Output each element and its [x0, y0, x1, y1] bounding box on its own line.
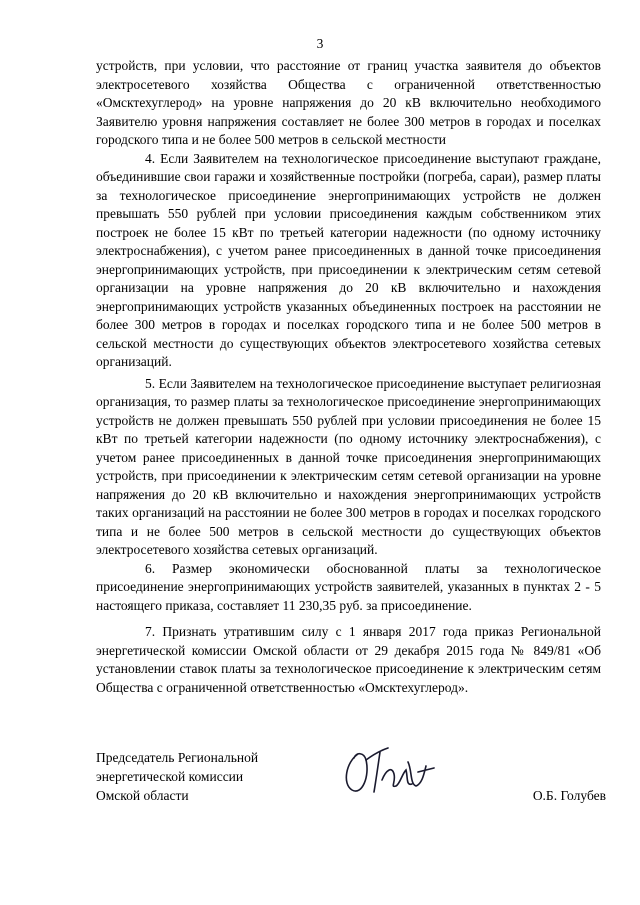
- signer-title-line: энергетической комиссии: [96, 769, 244, 784]
- document-body: [96, 57, 601, 697]
- paragraph-item-6: 6. Размер экономически обоснованной платы за технологическое присоединение энергопринимающих устройств заявителей, указанных в пунктах 2 - 5 настоящего приказа, составляет 11 230,35 руб. за присоединение.: [96, 560, 601, 613]
- paragraph-item-7: 7. Признать утратившим силу с 1 января 2017 года приказ Региональной энергетической комиссии Омской области от 29 декабря 2015 года № 849/81 «Об установлении ставок платы за технологическое присоединение к электрическим сетям Общества с ограниченной ответственностью «Омсктехуглерод».: [96, 624, 601, 695]
- signer-title: [96, 748, 316, 805]
- signature-block: [96, 748, 606, 818]
- handwritten-signature: [336, 740, 441, 800]
- paragraph-item-4: 4. Если Заявителем на технологическое присоединение выступают граждане, объединившие свои гаражи и хозяйственные постройки (погреба, сараи), размер платы за технологическое присоединение энергопринимающих устройств не должен превышать 550 рублей при условии присоединения каждым собственником этих построек не более 15 кВт по третьей категории надежности (по одному источнику электроснабжения), с учетом ранее присоединенных в данной точке присоединения энергопринимающих устройств, при присоединении к электрическим сетям сетевой организации на уровне напряжения до 20 кВ включительно и нахождения энергопринимающих устройств указанных объединенных построек на расстоянии не более 300 метров в городах и поселках городского типа и не более 500 метров в сельской местности до существующих объектов электросетевого хозяйства сетевых организаций.: [96, 150, 601, 369]
- paragraph-continuation: устройств, при условии, что расстояние от границ участка заявителя до объектов электросетевого хозяйства Общества с ограниченной ответственностью «Омсктехуглерод» на уровне напряжения до 20 кВ включительно необходимого Заявителю уровня напряжения составляет не более 300 метров в городах и поселках городского типа и не более 500 метров в сельской местности: [96, 58, 601, 147]
- paragraph-item-5: 5. Если Заявителем на технологическое присоединение выступает религиозная организация, то размер платы за технологическое присоединение энергопринимающих устройств не должен превышать 550 рублей при условии присоединения не более 15 кВт по третьей категории надежности (по одному источнику электроснабжения), с учетом ранее присоединенных в данной точке присоединения энергопринимающих устройств, при присоединении к электрическим сетям сетевой организации на уровне напряжения до 20 кВ включительно и нахождения энергопринимающих устройств таких организаций на расстоянии не более 300 метров в городах и поселках городского типа и не более 500 метров в сельской местности до существующих объектов электросетевого хозяйства сетевых организаций.: [96, 375, 601, 557]
- signer-title-line: Председатель Региональной: [96, 750, 259, 765]
- page-number: 3: [316, 36, 324, 51]
- signer-name: О.Б. Голубев: [532, 788, 606, 803]
- signer-title-line: Омской области: [96, 788, 189, 803]
